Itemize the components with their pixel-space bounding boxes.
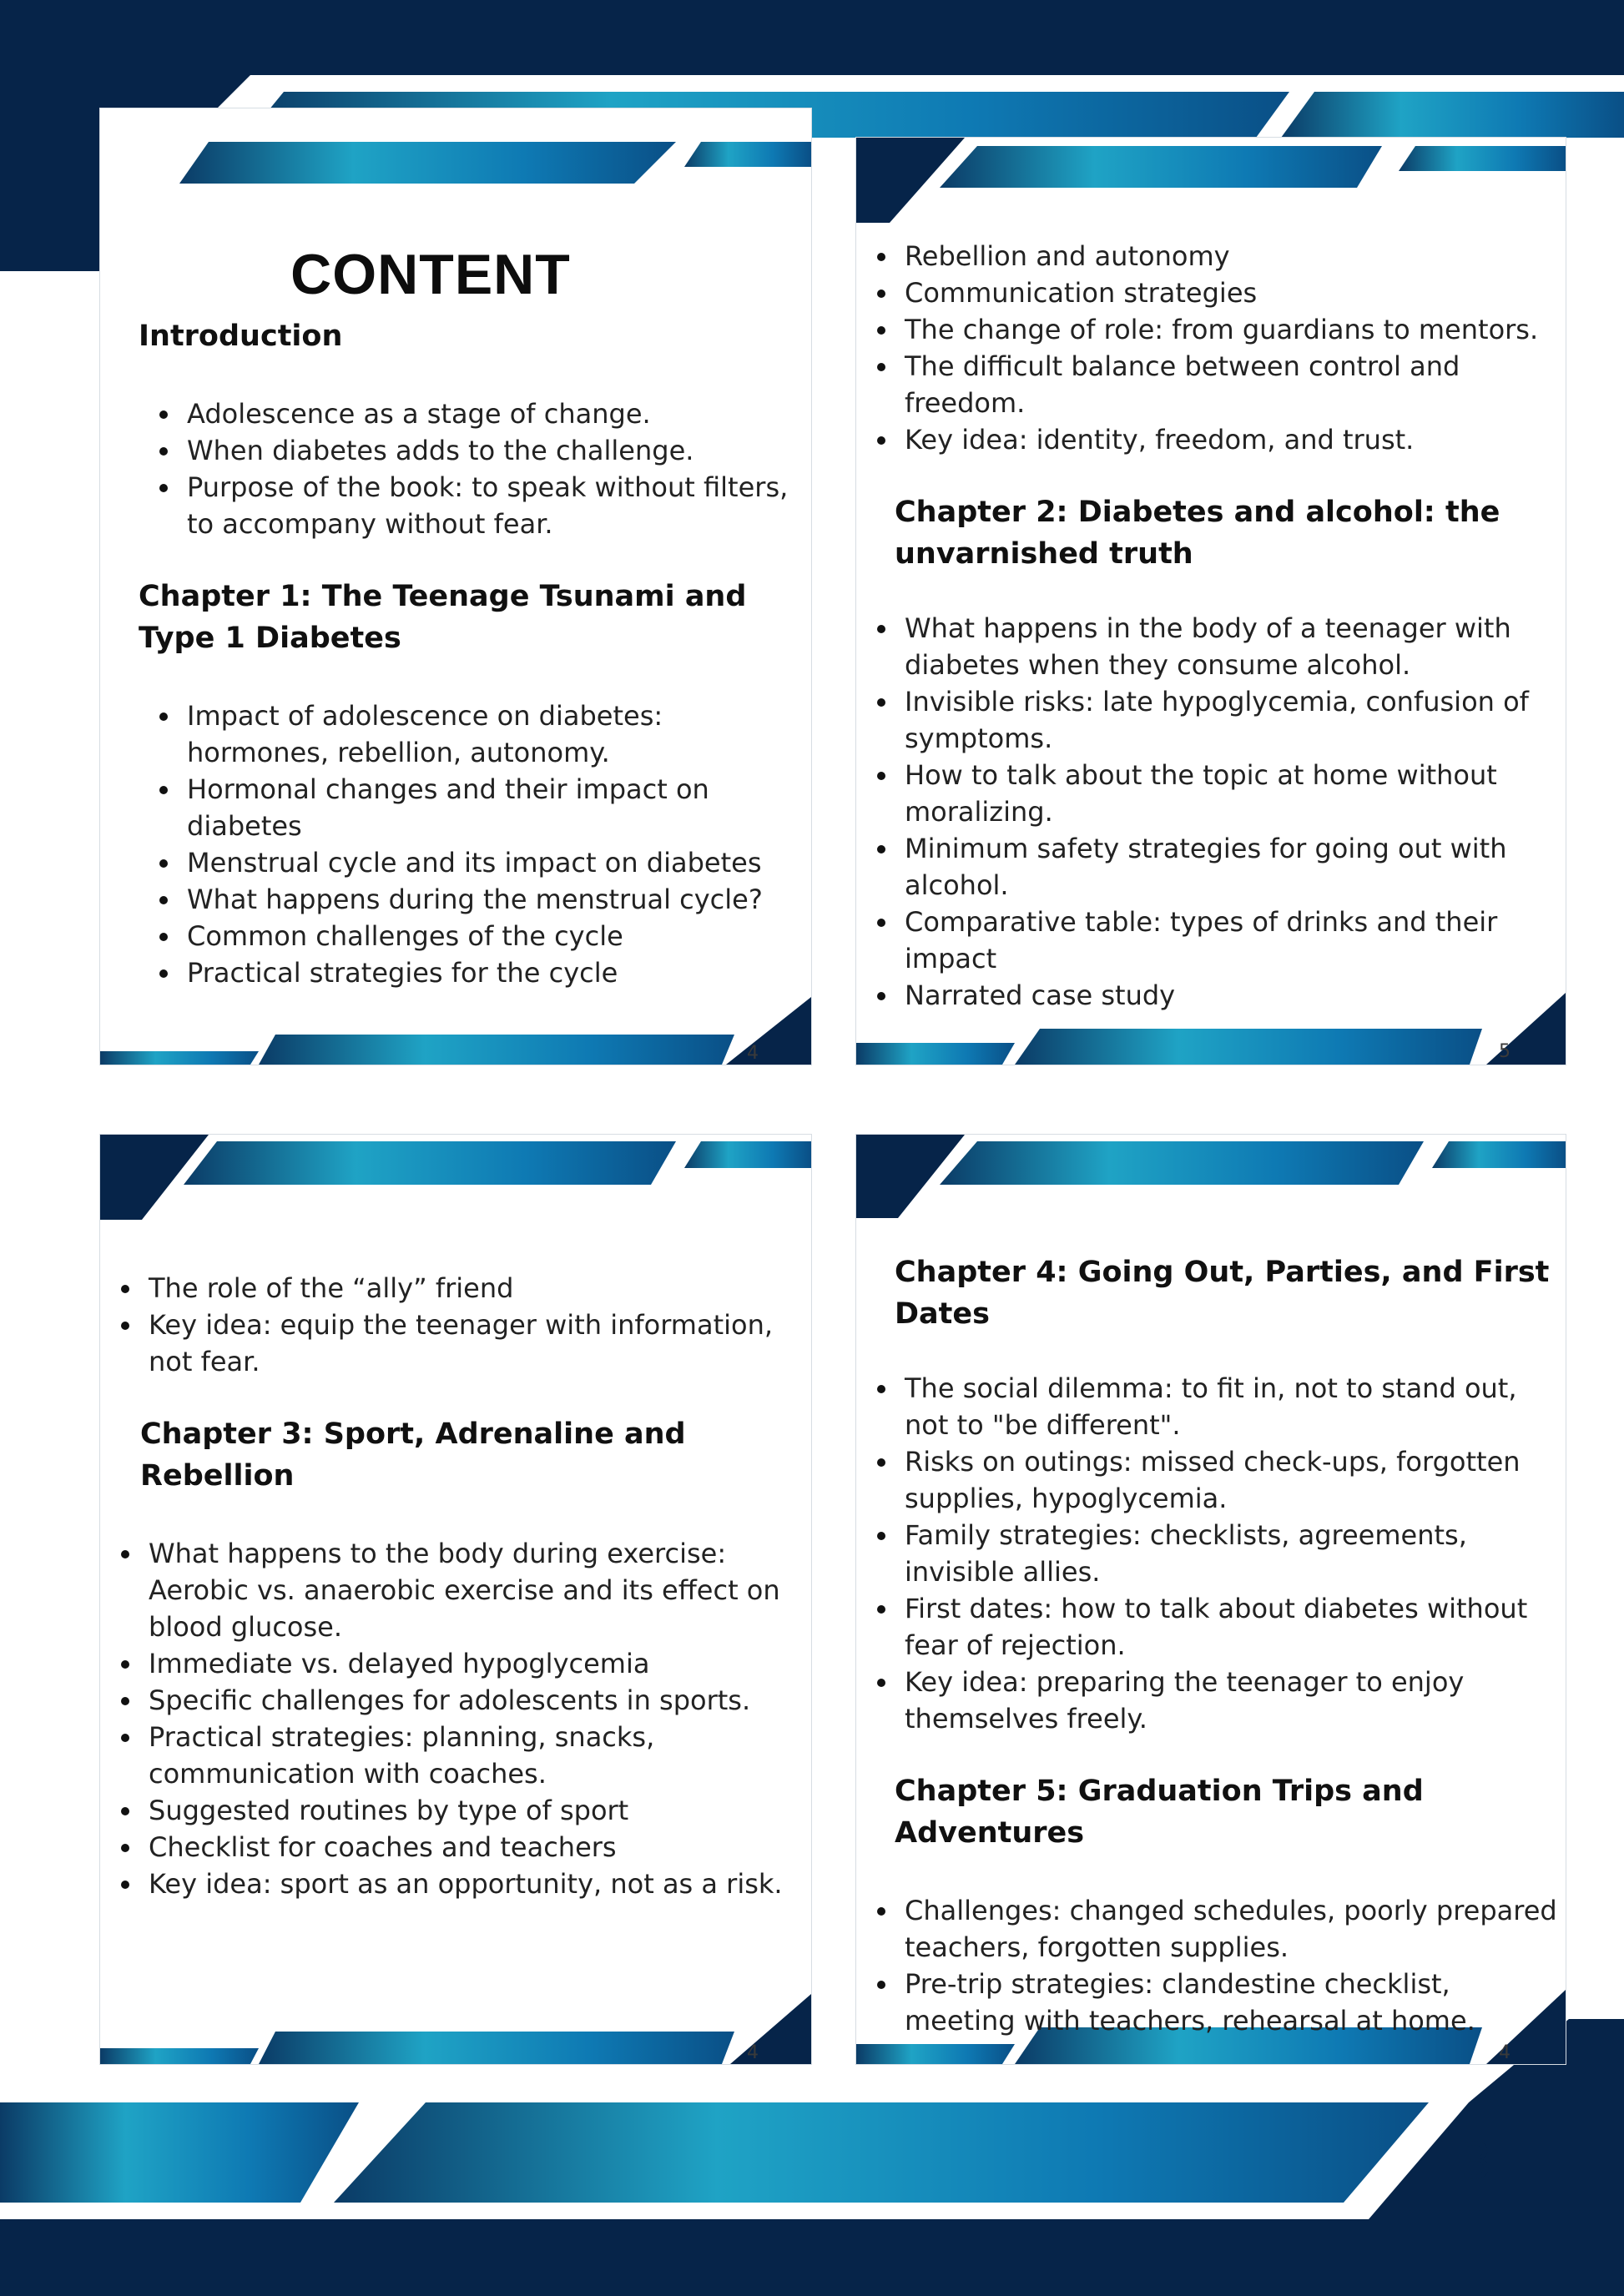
- section-heading: Introduction: [139, 320, 343, 353]
- list-item: How to talk about the topic at home without moralizing.: [856, 757, 1557, 830]
- list-item: Key idea: sport as an opportunity, not as a risk.: [100, 1866, 805, 1902]
- document-page-number: 3: [1460, 2132, 1493, 2191]
- bullet-list: [856, 1370, 1557, 1737]
- list-item: The change of role: from guardians to mentors.: [856, 311, 1557, 348]
- list-item: What happens to the body during exercise: Aerobic vs. anaerobic exercise and its effect on blood glucose.: [100, 1535, 805, 1645]
- list-item: What happens in the body of a teenager with diabetes when they consume alcohol.: [856, 610, 1557, 683]
- section-heading: Chapter 4: Going Out, Parties, and First Dates: [895, 1256, 1550, 1331]
- list-item: Key idea: identity, freedom, and trust.: [856, 421, 1557, 458]
- list-item: Key idea: preparing the teenager to enjoy themselves freely.: [856, 1664, 1557, 1737]
- page-number: 4: [1499, 2042, 1511, 2063]
- list-item: Checklist for coaches and teachers: [100, 1829, 805, 1866]
- list-item: Key idea: equip the teenager with information, not fear.: [100, 1307, 805, 1380]
- section-heading: Chapter 5: Graduation Trips and Adventures: [895, 1775, 1424, 1850]
- list-item: Purpose of the book: to speak without filters, to accompany without fear.: [139, 469, 806, 542]
- toc-page-2: [856, 138, 1566, 1065]
- list-item: Pre-trip strategies: clandestine checklist, meeting with teachers, rehearsal at home.: [856, 1966, 1557, 2039]
- list-item: Risks on outings: missed check-ups, forgotten supplies, hypoglycemia.: [856, 1443, 1557, 1517]
- list-item: Comparative table: types of drinks and their impact: [856, 904, 1557, 977]
- list-item: Menstrual cycle and its impact on diabetes: [139, 844, 806, 881]
- list-item: Communication strategies: [856, 274, 1557, 311]
- page-number: 4: [747, 1043, 759, 1064]
- list-item: The social dilemma: to fit in, not to stand out, not to "be different".: [856, 1370, 1557, 1443]
- list-item: Adolescence as a stage of change.: [139, 395, 806, 432]
- bullet-list: [139, 395, 806, 542]
- list-item: Practical strategies for the cycle: [139, 954, 806, 991]
- toc-page-3: [100, 1135, 811, 2064]
- bullet-list: [100, 1270, 805, 1380]
- list-item: First dates: how to talk about diabetes without fear of rejection.: [856, 1590, 1557, 1664]
- bullet-list: [856, 610, 1557, 1014]
- list-item: Rebellion and autonomy: [856, 238, 1557, 274]
- list-item: Family strategies: checklists, agreements, invisible allies.: [856, 1517, 1557, 1590]
- bullet-list: [139, 697, 806, 991]
- list-item: What happens during the menstrual cycle?: [139, 881, 806, 918]
- list-item: Suggested routines by type of sport: [100, 1792, 805, 1829]
- list-item: When diabetes adds to the challenge.: [139, 432, 806, 469]
- list-item: Specific challenges for adolescents in sports.: [100, 1682, 805, 1719]
- bullet-list: [100, 1535, 805, 1902]
- section-heading: Chapter 1: The Teenage Tsunami and Type 1 Diabetes: [139, 580, 747, 655]
- bullet-list: [856, 1892, 1557, 2039]
- toc-page-1: [100, 108, 811, 1065]
- list-item: Common challenges of the cycle: [139, 918, 806, 954]
- list-item: Impact of adolescence on diabetes: hormones, rebellion, autonomy.: [139, 697, 806, 771]
- section-heading: Chapter 3: Sport, Adrenaline and Rebellion: [140, 1417, 686, 1493]
- bullet-list: [856, 238, 1557, 458]
- list-item: The role of the “ally” friend: [100, 1270, 805, 1307]
- list-item: Hormonal changes and their impact on diabetes: [139, 771, 806, 844]
- list-item: Invisible risks: late hypoglycemia, confusion of symptoms.: [856, 683, 1557, 757]
- list-item: Immediate vs. delayed hypoglycemia: [100, 1645, 805, 1682]
- list-item: Minimum safety strategies for going out with alcohol.: [856, 830, 1557, 904]
- list-item: Practical strategies: planning, snacks, communication with coaches.: [100, 1719, 805, 1792]
- list-item: The difficult balance between control and freedom.: [856, 348, 1557, 421]
- toc-page-4: [856, 1135, 1566, 2064]
- section-heading: Chapter 2: Diabetes and alcohol: the unvarnished truth: [895, 496, 1500, 571]
- list-item: Challenges: changed schedules, poorly prepared teachers, forgotten supplies.: [856, 1892, 1557, 1966]
- page-number: 4: [747, 2042, 759, 2063]
- page-title: CONTENT: [290, 243, 571, 306]
- list-item: Narrated case study: [856, 977, 1557, 1014]
- page-number: 5: [1499, 1041, 1511, 1062]
